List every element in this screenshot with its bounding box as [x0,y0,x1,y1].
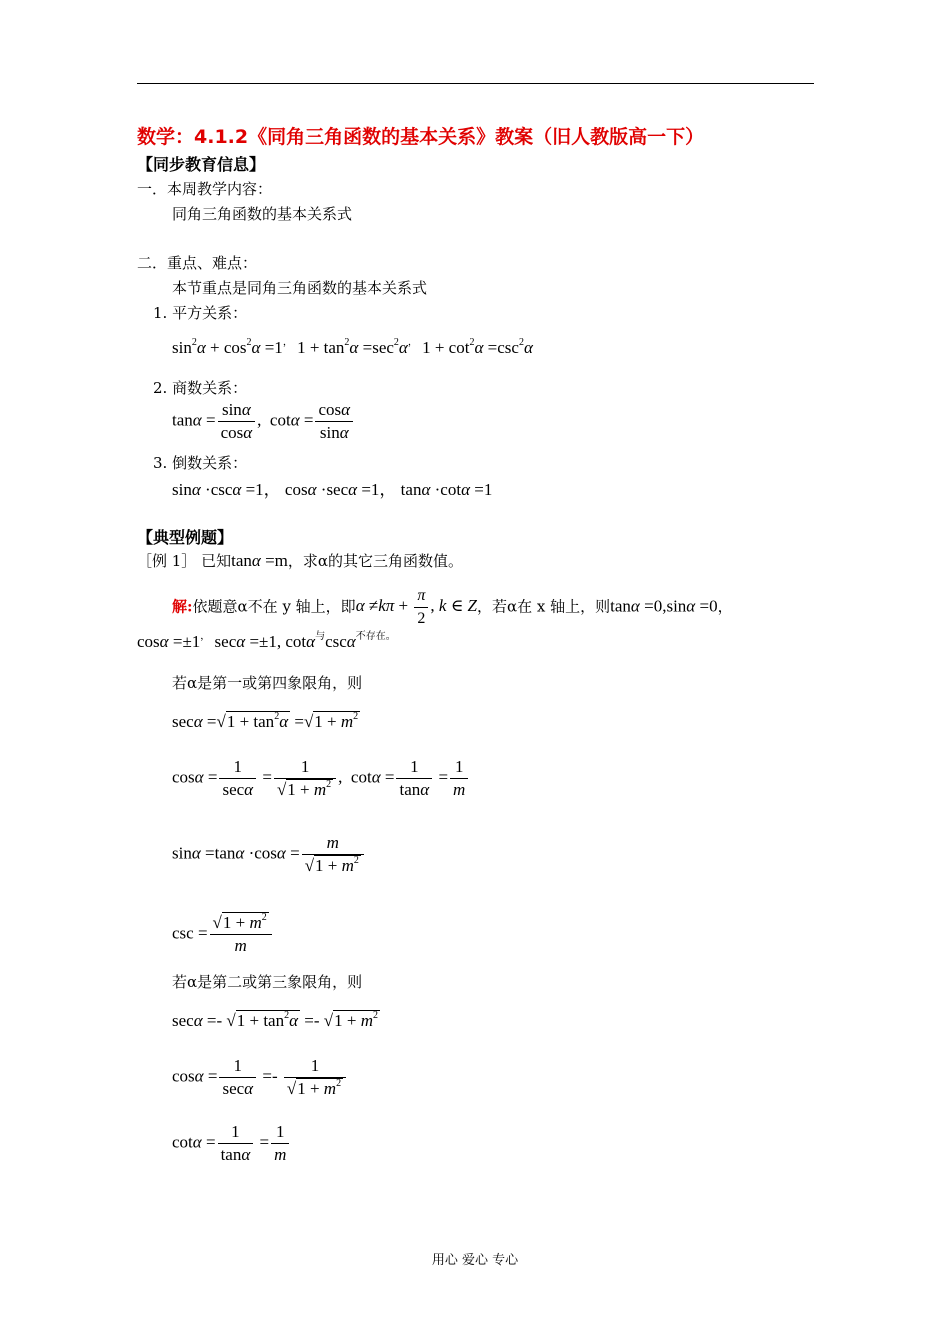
section1-label: 一．本周教学内容： [137,180,273,198]
case2-sec: $\sec\alpha =- √1 + \tan^2\alpha =- √1 + m^2$ [172,1010,379,1030]
case2-cos: cosα = $\frac{1}{\sec\alpha}$ =- $\frac{1}{√1 + m^2}$ [172,1055,348,1100]
page-footer: 用心 爱心 专心 [431,1253,519,1268]
solution-line1: 解:依题意α不在 y 轴上，即α ≠kπ + $\frac{\pi}{2}$ , k ∈ Z，若α在 x 轴上，则tanα =0,sinα =0， [172,585,733,630]
item1-label: 1. 平方关系： [153,304,248,322]
section2-label: 二．重点、难点： [137,254,258,272]
solution-line2: cosα =±1， secα =±1, cotα$^与$cscα$^{不存在。}$ [137,631,396,651]
example1-statement: ［例 1］ 已知tanα =m，求α的其它三角函数值。 [137,551,464,570]
item3-label: 3. 倒数关系： [153,454,248,472]
section1-content: 同角三角函数的基本关系式 [172,205,353,223]
examples-heading: 【典型例题】 [137,528,234,547]
header-rule [137,83,814,84]
sync-heading: 【同步教育信息】 [137,155,266,174]
case1-label: 若α是第一或第四象限角，则 [172,674,363,692]
case2-label: 若α是第二或第三象限角，则 [172,973,363,991]
case1-sec: $\sec\alpha =√1 + \tan^2\alpha =√1 + m^2$ [172,711,359,731]
case1-csc: csc = $\frac{√1 + m^2}{m}$ [172,912,274,957]
document-title: 数学：4.1.2《同角三角函数的基本关系》教案（旧人教版高一下） [137,126,705,148]
case1-sin: sinα =tanα ·cosα = $\frac{m}{√1 + m^2}$ [172,832,366,877]
formula-square-relations: $\sin^2\alpha + \cos^2\alpha =1^,$ $1 + \tan^2\alpha =\sec^2\alpha^,$ $1 + \cot^2\alpha =\csc^2\alpha$ [172,337,533,357]
item2-label: 2. 商数关系： [153,379,248,397]
formula-reciprocal-relations: sinα ·cscα =1， cosα ·secα =1， tanα ·cotα =1 [172,480,493,499]
formula-quotient-relations: tanα = $\frac{\sin\alpha}{\cos\alpha}$ , cotα = $\frac{\cos\alpha}{\sin\alpha}$ [172,399,355,444]
case1-cos-cot: cosα = $\frac{1}{\sec\alpha}$ = $\frac{1}{√1 + m^2}$ , cotα = $\frac{1}{\tan\alpha}$ = $\frac{1}{m}$ [172,756,470,801]
section2-content: 本节重点是同角三角函数的基本关系式 [172,279,428,297]
case2-cot: cotα = $\frac{1}{\tan\alpha}$ = $\frac{1}{m}$ [172,1121,291,1166]
